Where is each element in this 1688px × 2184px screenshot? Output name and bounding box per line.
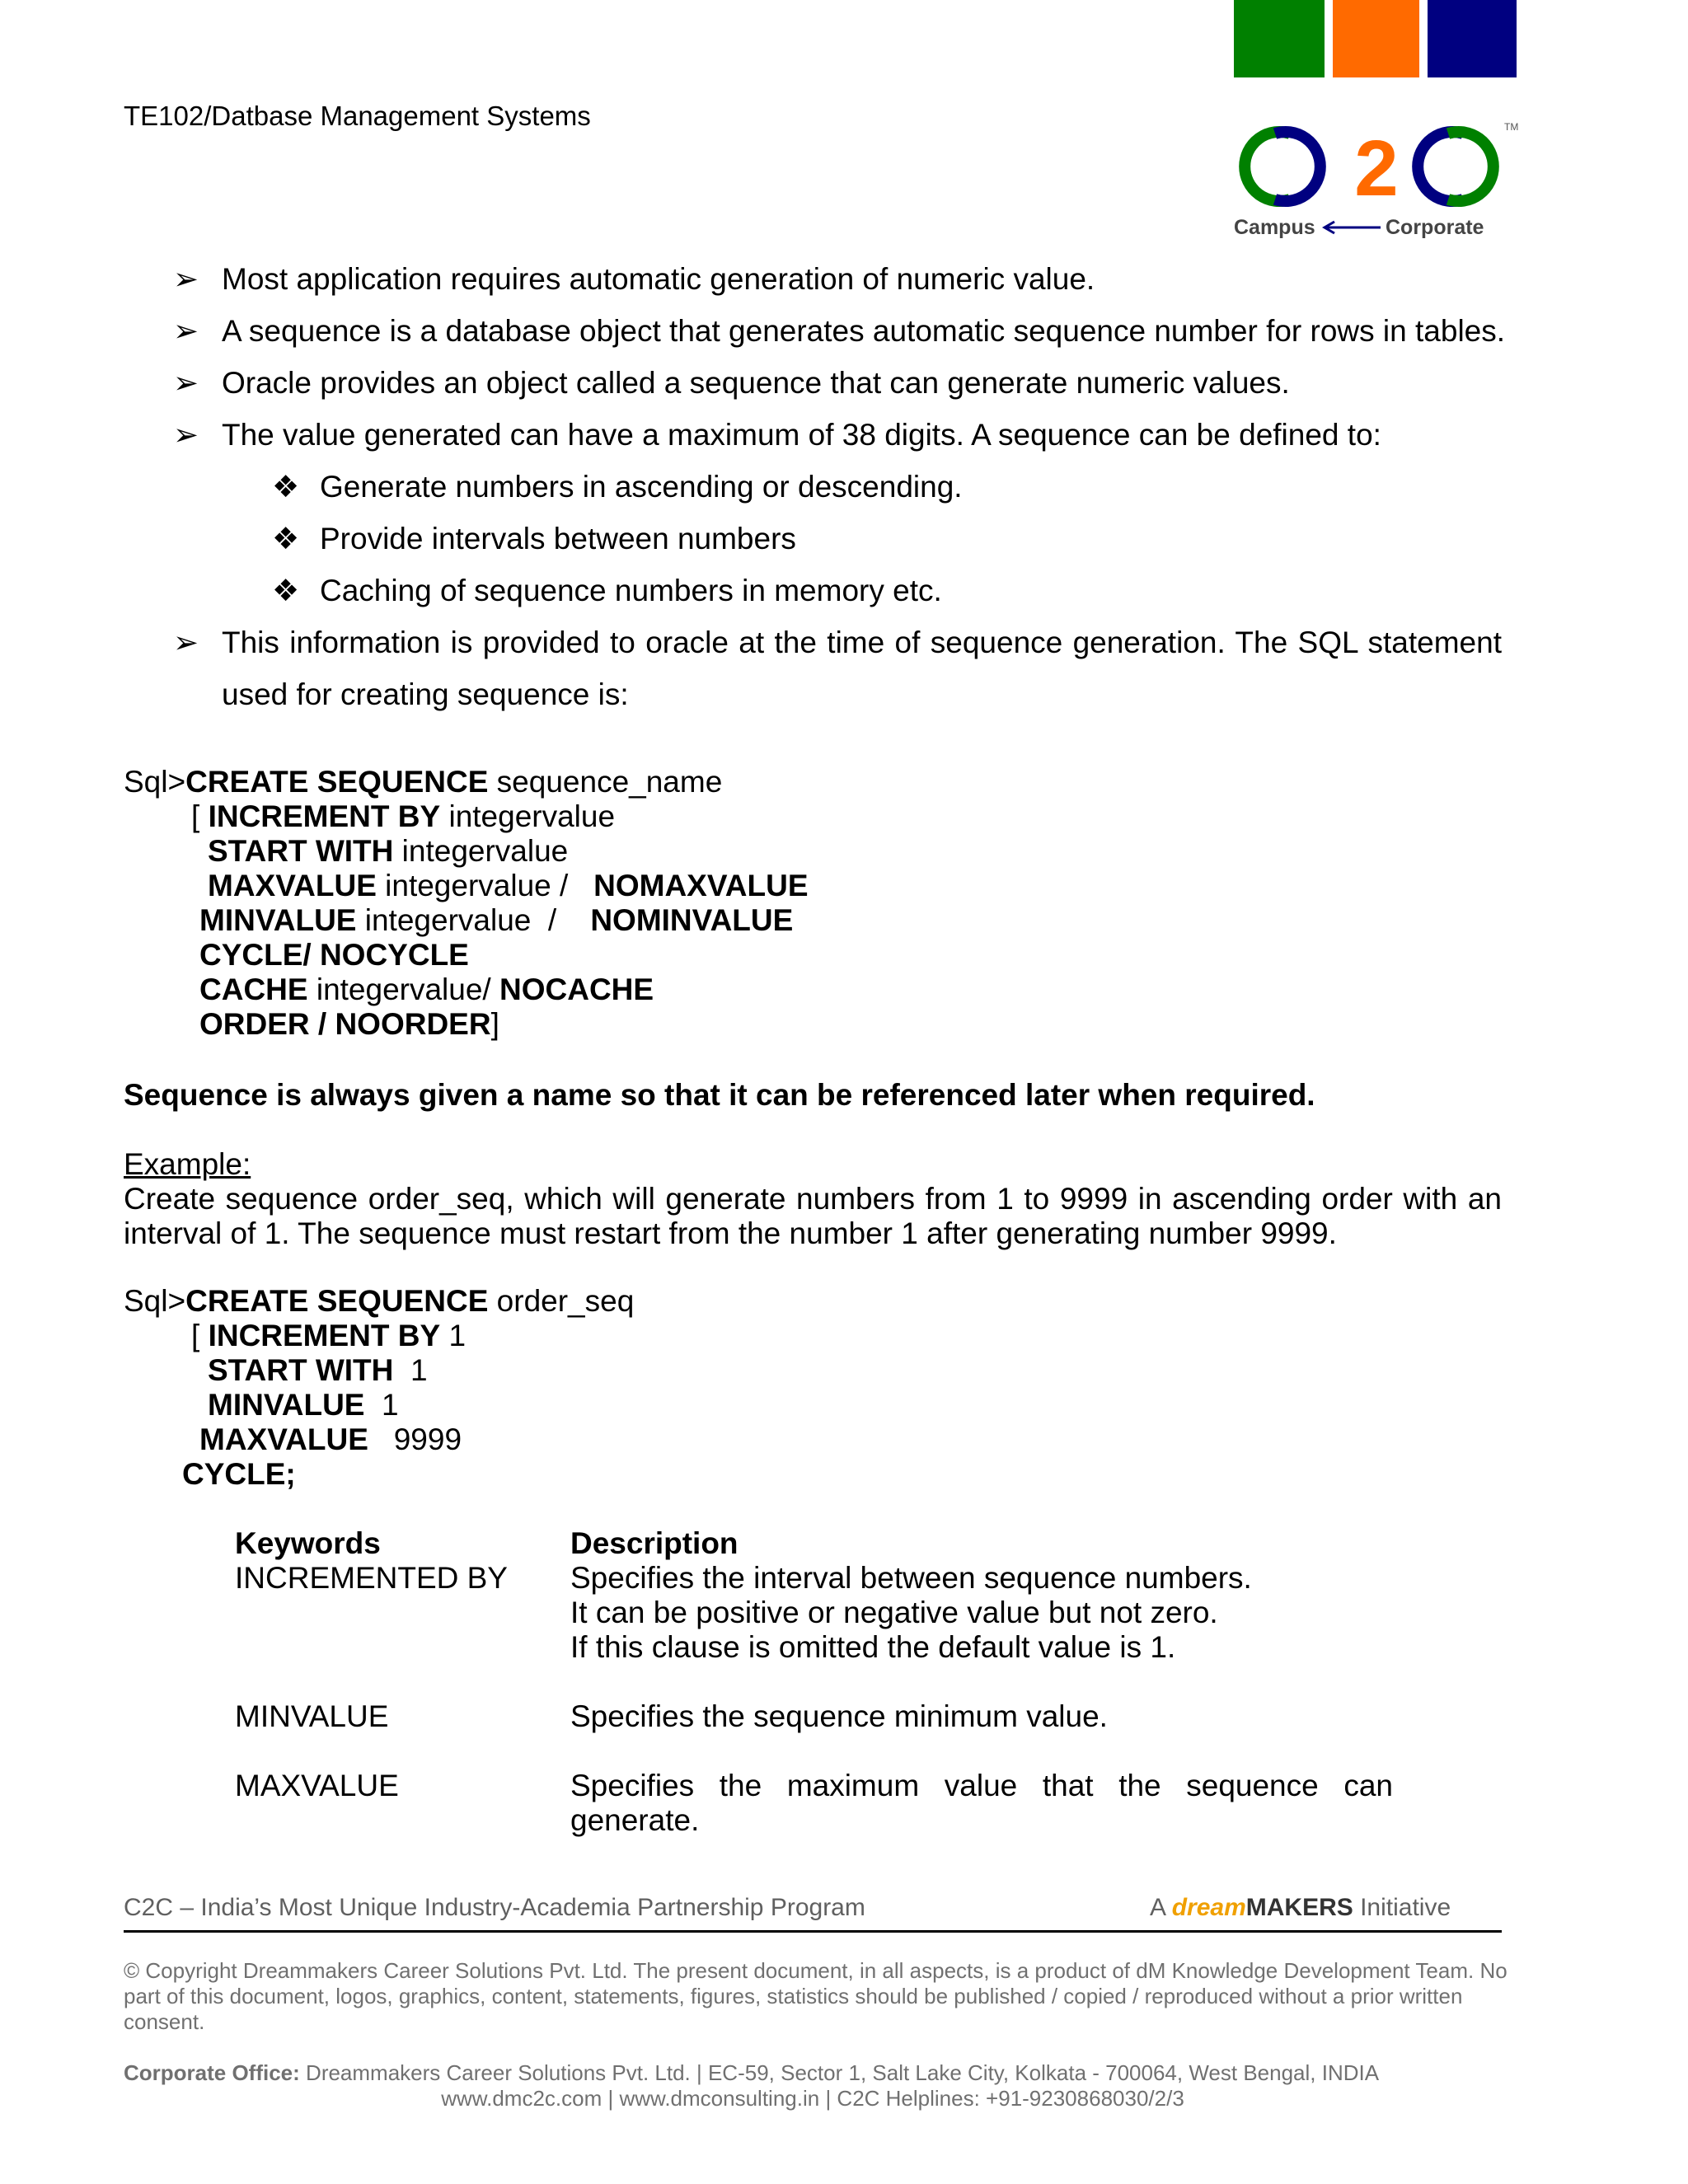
table-row-description: generate. xyxy=(570,1803,700,1837)
syntax-line-8: ORDER / NOORDER] xyxy=(199,1007,499,1041)
footer-divider xyxy=(124,1930,1502,1933)
table-row-description: Specifies the maximum value that the sequence can xyxy=(570,1769,1393,1802)
arrow-bullet-icon: ➢ xyxy=(173,314,199,348)
bullet-5-line-1: This information is provided to oracle at the time of sequence generation. The SQL statement xyxy=(222,626,1502,659)
syntax-line-2: [ INCREMENT BY integervalue xyxy=(191,799,616,833)
copyright-notice: © Copyright Dreammakers Career Solutions Pvt. Ltd. The present document, in all aspects, is a product of dM Knowledge Development Team. No part of this document, logos, graphics, content, statements, figures, statistics should be published / copied / reproduced without a prior written consent. xyxy=(124,1958,1507,2034)
table-row-description: It can be positive or negative value but not zero. xyxy=(570,1596,1218,1629)
syntax-line-7: CACHE integervalue/ NOCACHE xyxy=(199,972,654,1006)
trademark: TM xyxy=(1504,121,1519,133)
arrow-bullet-icon: ➢ xyxy=(173,418,199,452)
example-code-line-4: MINVALUE 1 xyxy=(208,1388,399,1422)
example-code-line-5: MAXVALUE 9999 xyxy=(199,1422,462,1456)
c2c-logo xyxy=(1232,117,1521,249)
bullet-3: ➢ Oracle provides an object called a sequence that can generate numeric values. xyxy=(173,366,1290,400)
example-heading: Example: xyxy=(124,1147,251,1181)
diamond-bullet-icon: ❖ xyxy=(272,470,300,504)
syntax-line-3: START WITH integervalue xyxy=(208,834,569,868)
corporate-office xyxy=(124,2060,1502,2111)
corporate-office-address: Dreammakers Career Solutions Pvt. Ltd. | EC-59, Sector 1, Salt Lake City, Kolkata - 700064, West Bengal, INDIA xyxy=(299,2060,1380,2085)
bullet-2: ➢ A sequence is a database object that generates automatic sequence number for rows in tables. xyxy=(173,314,1506,348)
table-row-keyword: MINVALUE xyxy=(235,1699,389,1733)
footer-program: C2C – India’s Most Unique Industry-Academia Partnership Program xyxy=(124,1894,865,1921)
table-row-keyword: MAXVALUE xyxy=(235,1769,399,1802)
logo-campus: Campus xyxy=(1234,216,1315,239)
corporate-office-label: Corporate Office: xyxy=(124,2060,300,2085)
bullet-5 xyxy=(0,627,1688,710)
syntax-line-6: CYCLE/ NOCYCLE xyxy=(199,938,469,972)
arrow-bullet-icon: ➢ xyxy=(173,366,199,400)
sequence-note: Sequence is always given a name so that it can be referenced later when required. xyxy=(124,1078,1315,1112)
sub-bullet-1: ❖ Generate numbers in ascending or descending. xyxy=(272,470,963,504)
table-header-keywords: Keywords xyxy=(235,1526,381,1560)
footer-initiative: A dreamMAKERS Initiative xyxy=(1150,1894,1451,1921)
example-code-line-6: CYCLE; xyxy=(182,1457,296,1491)
course-title: TE102/Datbase Management Systems xyxy=(124,101,591,131)
example-code-line-3: START WITH 1 xyxy=(208,1353,428,1387)
table-row-description: Specifies the sequence minimum value. xyxy=(570,1699,1108,1733)
svg-text:2: 2 xyxy=(1354,124,1399,213)
bullet-4: ➢ The value generated can have a maximum of 38 digits. A sequence can be defined to: xyxy=(173,418,1381,452)
bullet-5-line-2: used for creating sequence is: xyxy=(222,677,629,711)
example-line-1: Create sequence order_seq, which will generate numbers from 1 to 9999 in ascending order with an xyxy=(124,1182,1502,1216)
example-code-line-1: Sql>CREATE SEQUENCE order_seq xyxy=(124,1284,635,1318)
table-row-keyword: INCREMENTED BY xyxy=(235,1561,508,1595)
diamond-bullet-icon: ❖ xyxy=(272,574,300,607)
green-block xyxy=(1234,0,1325,77)
example-code-line-2: [ INCREMENT BY 1 xyxy=(191,1319,467,1352)
table-header-description: Description xyxy=(570,1526,738,1560)
syntax-line-5: MINVALUE integervalue / NOMINVALUE xyxy=(199,903,794,937)
arrow-bullet-icon: ➢ xyxy=(173,626,199,659)
orange-block xyxy=(1333,0,1419,77)
table-row-description: Specifies the interval between sequence numbers. xyxy=(570,1561,1252,1595)
diamond-bullet-icon: ❖ xyxy=(272,522,300,555)
bullet-1: ➢ Most application requires automatic generation of numeric value. xyxy=(173,262,1095,296)
arrow-bullet-icon: ➢ xyxy=(173,262,199,296)
example-line-2: interval of 1. The sequence must restart from the number 1 after generating number 9999. xyxy=(124,1216,1337,1250)
syntax-line-1: Sql>CREATE SEQUENCE sequence_name xyxy=(124,765,723,799)
syntax-line-4: MAXVALUE integervalue / NOMAXVALUE xyxy=(208,869,809,902)
navy-block xyxy=(1428,0,1517,77)
logo-corporate: Corporate xyxy=(1386,216,1484,239)
sub-bullet-3: ❖ Caching of sequence numbers in memory etc. xyxy=(272,574,942,607)
sub-bullet-2: ❖ Provide intervals between numbers xyxy=(272,522,796,555)
table-row-description: If this clause is omitted the default value is 1. xyxy=(570,1630,1176,1664)
corporate-web-links: www.dmc2c.com | www.dmconsulting.in | C2C Helplines: +91-9230868030/2/3 xyxy=(441,2086,1184,2111)
